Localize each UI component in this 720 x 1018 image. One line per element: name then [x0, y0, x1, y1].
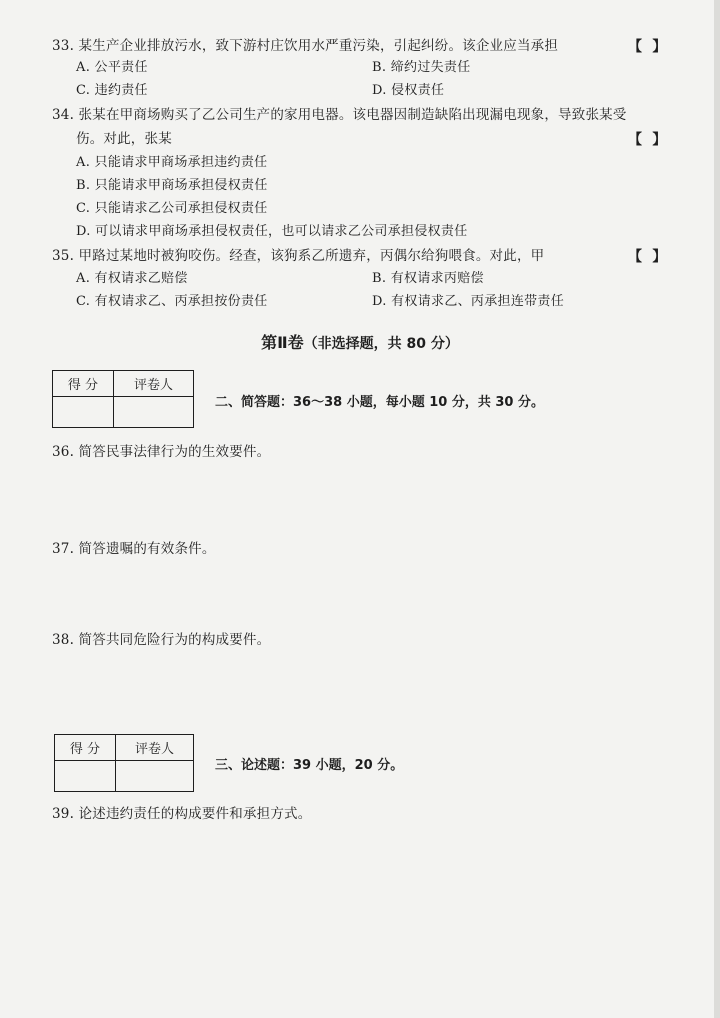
q34-option-b: B. 只能请求甲商场承担侵权责任: [76, 178, 268, 193]
score-box-section-3: [54, 734, 194, 792]
q33-option-a: A. 公平责任: [76, 60, 148, 75]
question-35-stem: 35. 甲路过某地时被狗咬伤。经查，该狗系乙所遗弃，丙偶尔给狗喂食。对此，甲: [52, 248, 545, 264]
part-2-title: [0, 330, 720, 353]
question-33-stem: 33. 某生产企业排放污水，致下游村庄饮用水严重污染，引起纠纷。该企业应当承担: [52, 38, 559, 54]
score-box-section-2: [52, 370, 194, 428]
grader-cell[interactable]: [114, 397, 194, 428]
grader-label: 评卷人: [116, 735, 194, 761]
question-38: 38. 简答共同危险行为的构成要件。: [52, 632, 271, 648]
grader-label: 评卷人: [114, 371, 194, 397]
question-39: 39. 论述违约责任的构成要件和承担方式。: [52, 806, 312, 822]
part-2-title-text: 第Ⅱ卷: [261, 333, 304, 352]
answer-bracket-33: 【 】: [628, 39, 668, 55]
question-34-stem-line2: 伤。对此，张某: [76, 131, 172, 147]
q33-option-c: C. 违约责任: [76, 83, 148, 98]
score-label: 得 分: [55, 735, 116, 761]
q34-option-c: C. 只能请求乙公司承担侵权责任: [76, 201, 268, 216]
page-edge-shadow: [714, 0, 720, 1018]
score-cell[interactable]: [55, 761, 116, 792]
part-2-subtitle: （非选择题，共 80 分）: [303, 336, 459, 352]
q33-option-d: D. 侵权责任: [372, 83, 445, 98]
question-36: 36. 简答民事法律行为的生效要件。: [52, 444, 271, 460]
section-3-heading: 三、论述题：39 小题，20 分。: [215, 758, 404, 773]
q34-option-a: A. 只能请求甲商场承担违约责任: [76, 155, 268, 170]
q35-option-b: B. 有权请求丙赔偿: [372, 271, 484, 286]
score-label: 得 分: [53, 371, 114, 397]
q35-option-a: A. 有权请求乙赔偿: [76, 271, 188, 286]
question-34-stem-line1: 34. 张某在甲商场购买了乙公司生产的家用电器。该电器因制造缺陷出现漏电现象，导致张某受: [52, 107, 627, 123]
score-cell[interactable]: [53, 397, 114, 428]
answer-bracket-34: 【 】: [628, 132, 668, 148]
answer-bracket-35: 【 】: [628, 249, 668, 265]
q34-option-d: D. 可以请求甲商场承担侵权责任，也可以请求乙公司承担侵权责任: [76, 224, 468, 239]
question-37: 37. 简答遗嘱的有效条件。: [52, 541, 216, 557]
q35-option-c: C. 有权请求乙、丙承担按份责任: [76, 294, 268, 309]
q35-option-d: D. 有权请求乙、丙承担连带责任: [372, 294, 565, 309]
grader-cell[interactable]: [116, 761, 194, 792]
q33-option-b: B. 缔约过失责任: [372, 60, 471, 75]
section-2-heading: 二、简答题：36～38 小题，每小题 10 分，共 30 分。: [215, 395, 544, 410]
